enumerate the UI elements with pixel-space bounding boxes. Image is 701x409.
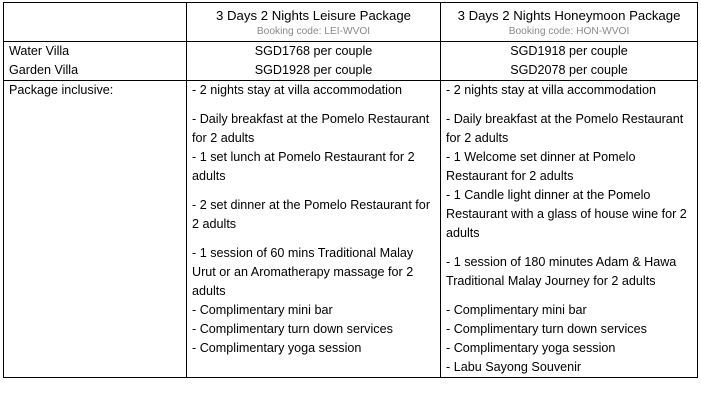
- leisure-booking-code: Booking code: LEI-WVOI: [256, 26, 371, 37]
- honeymoon-header: [441, 3, 698, 42]
- inclusive-row: [4, 81, 698, 378]
- honeymoon-price-garden: SGD2078 per couple: [510, 63, 628, 77]
- leisure-item: - Daily breakfast at the Pomelo Restaurant for 2 adults: [192, 112, 430, 145]
- leisure-items-cell: [187, 81, 441, 378]
- honeymoon-item: - Daily breakfast at the Pomelo Restaurant for 2 adults: [446, 112, 684, 145]
- honeymoon-item: - Complimentary turn down services: [446, 322, 647, 336]
- honeymoon-item: - 1 session of 180 minutes Adam & Hawa Traditional Malay Journey for 2 adults: [446, 255, 677, 288]
- leisure-item: - 2 set dinner at the Pomelo Restaurant for 2 adults: [192, 198, 431, 231]
- leisure-title: 3 Days 2 Nights Leisure Package: [216, 8, 411, 23]
- leisure-item: - 1 set lunch at Pomelo Restaurant for 2 adults: [192, 150, 415, 183]
- leisure-item: - 2 nights stay at villa accommodation: [192, 83, 402, 97]
- leisure-price-water: SGD1768 per couple: [254, 44, 373, 58]
- honeymoon-prices-cell: [441, 42, 698, 81]
- header-row: [4, 3, 698, 42]
- leisure-item: - Complimentary yoga session: [192, 341, 362, 355]
- leisure-item: - 1 session of 60 mins Traditional Malay Urut or an Aromatherapy massage for 2 adults: [192, 246, 414, 298]
- package-table: [3, 2, 698, 378]
- villa-types-cell: [4, 42, 187, 81]
- corner-cell: [4, 3, 187, 42]
- honeymoon-title: 3 Days 2 Nights Honeymoon Package: [457, 8, 681, 23]
- honeymoon-items-cell: [441, 81, 698, 378]
- leisure-prices-cell: [187, 42, 441, 81]
- honeymoon-item: - 1 Candle light dinner at the Pomelo Restaurant with a glass of house wine for 2 adults: [446, 188, 687, 240]
- leisure-item: - Complimentary mini bar: [192, 303, 333, 317]
- inclusive-label: Package inclusive:: [4, 81, 187, 378]
- villa-water-label: Water Villa: [9, 44, 70, 58]
- price-row: [4, 42, 698, 81]
- leisure-item: - Complimentary turn down services: [192, 322, 393, 336]
- honeymoon-item: - Complimentary mini bar: [446, 303, 587, 317]
- honeymoon-item: - Labu Sayong Souvenir: [446, 360, 582, 374]
- honeymoon-price-water: SGD1918 per couple: [510, 44, 628, 58]
- honeymoon-booking-code: Booking code: HON-WVOI: [508, 26, 630, 37]
- honeymoon-item: - 2 nights stay at villa accommodation: [446, 83, 656, 97]
- honeymoon-item: - Complimentary yoga session: [446, 341, 616, 355]
- villa-garden-label: Garden Villa: [9, 63, 79, 77]
- leisure-header: [187, 3, 441, 42]
- leisure-price-garden: SGD1928 per couple: [254, 63, 373, 77]
- honeymoon-item: - 1 Welcome set dinner at Pomelo Restaurant for 2 adults: [446, 150, 636, 183]
